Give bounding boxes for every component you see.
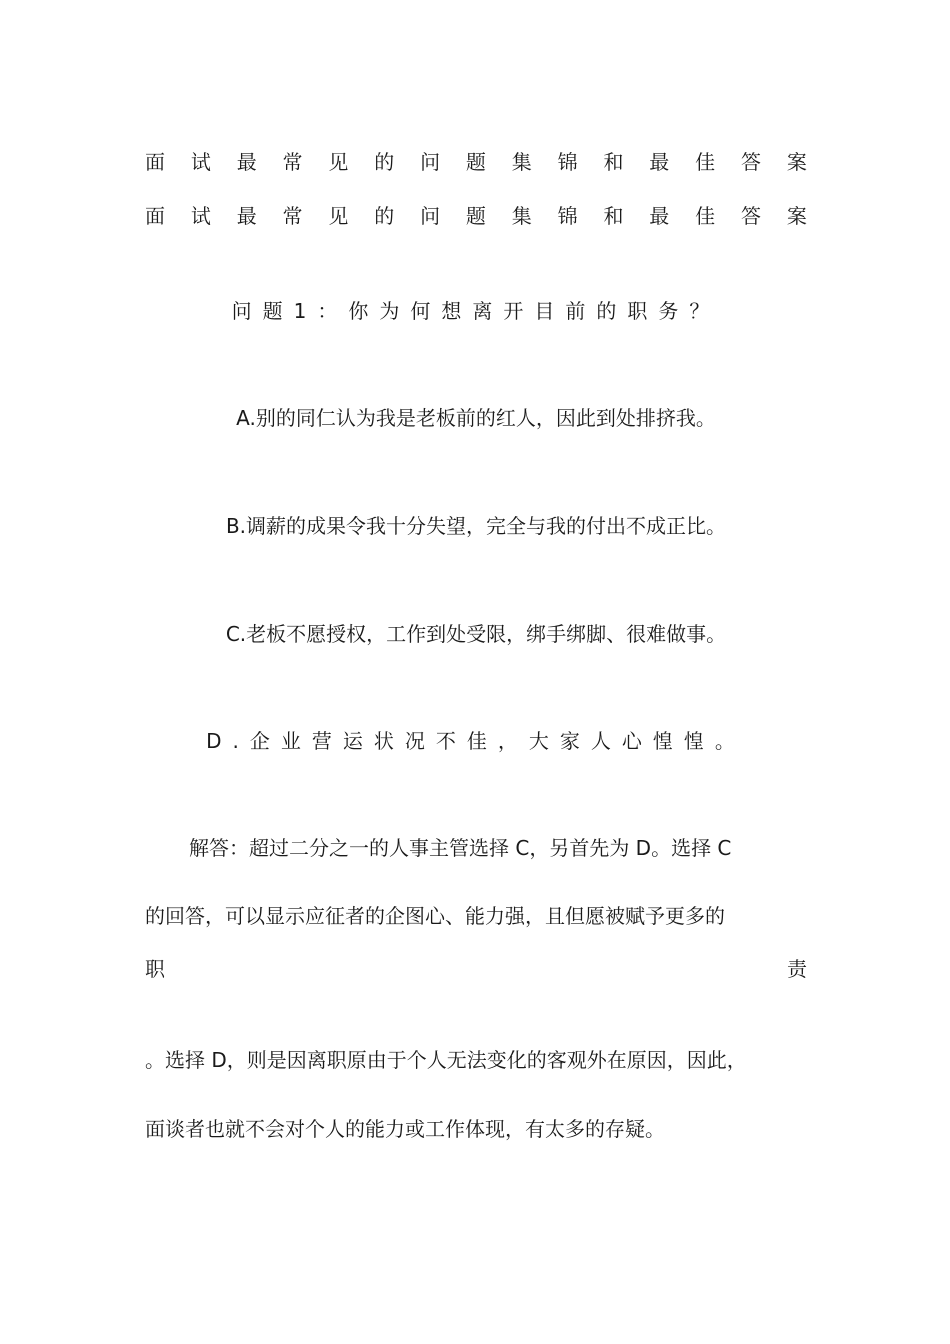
- option-c: C.老板不愿授权，工作到处受限，绑手绑脚、很难做事。: [225, 622, 727, 646]
- title-character: 案: [786, 204, 807, 228]
- title-character: 题: [465, 204, 486, 228]
- title-character: 面: [145, 204, 165, 228]
- title-character: 和: [603, 204, 624, 228]
- title-character: 最: [649, 150, 670, 174]
- title-character: 案: [786, 150, 807, 174]
- answer-paragraph-line-3: [145, 955, 807, 983]
- option-b: B.调薪的成果令我十分失望，完全与我的付出不成正比。: [225, 514, 727, 538]
- title-character: 面: [145, 150, 165, 174]
- title-character: 问: [420, 150, 441, 174]
- option-a: A.别的同仁认为我是老板前的红人，因此到处排挤我。: [236, 406, 716, 430]
- title-character: 佳: [695, 150, 716, 174]
- answer-paragraph-line-4: 。选择 D，则是因离职原由于个人无法变化的客观外在原因，因此，: [145, 1048, 747, 1072]
- title-character: 常: [282, 150, 303, 174]
- title-character: 的: [374, 150, 395, 174]
- document-title: [145, 148, 807, 176]
- answer-line-3-right: 责: [787, 957, 807, 981]
- answer-paragraph-line-5: 面谈者也就不会对个人的能力或工作体现，有太多的存疑。: [145, 1117, 665, 1141]
- document-title-repeat: [145, 202, 807, 230]
- title-character: 试: [190, 204, 211, 228]
- title-character: 答: [740, 204, 761, 228]
- title-character: 的: [374, 204, 395, 228]
- question-heading: 问题1：你为何想离开目前的职务？: [231, 299, 721, 323]
- title-character: 问: [420, 204, 441, 228]
- title-character: 见: [328, 150, 349, 174]
- title-character: 最: [236, 204, 257, 228]
- answer-paragraph-line-2: 的回答，可以显示应征者的企图心、能力强，且但愿被赋予更多的: [145, 904, 725, 928]
- title-character: 最: [236, 150, 257, 174]
- answer-paragraph-line-1: 解答：超过二分之一的人事主管选择 C，另首先为 D。选择 C: [189, 836, 732, 860]
- title-character: 题: [465, 150, 486, 174]
- title-character: 和: [603, 150, 624, 174]
- option-d: D.企业营运状况不佳，大家人心惶惶。: [206, 729, 746, 753]
- answer-line-3-left: 职: [145, 957, 165, 981]
- title-character: 试: [190, 150, 211, 174]
- title-character: 最: [649, 204, 670, 228]
- title-character: 佳: [695, 204, 716, 228]
- title-character: 集: [511, 150, 532, 174]
- title-character: 锦: [557, 204, 578, 228]
- title-character: 常: [282, 204, 303, 228]
- title-character: 答: [740, 150, 761, 174]
- title-character: 见: [328, 204, 349, 228]
- title-character: 锦: [557, 150, 578, 174]
- title-character: 集: [511, 204, 532, 228]
